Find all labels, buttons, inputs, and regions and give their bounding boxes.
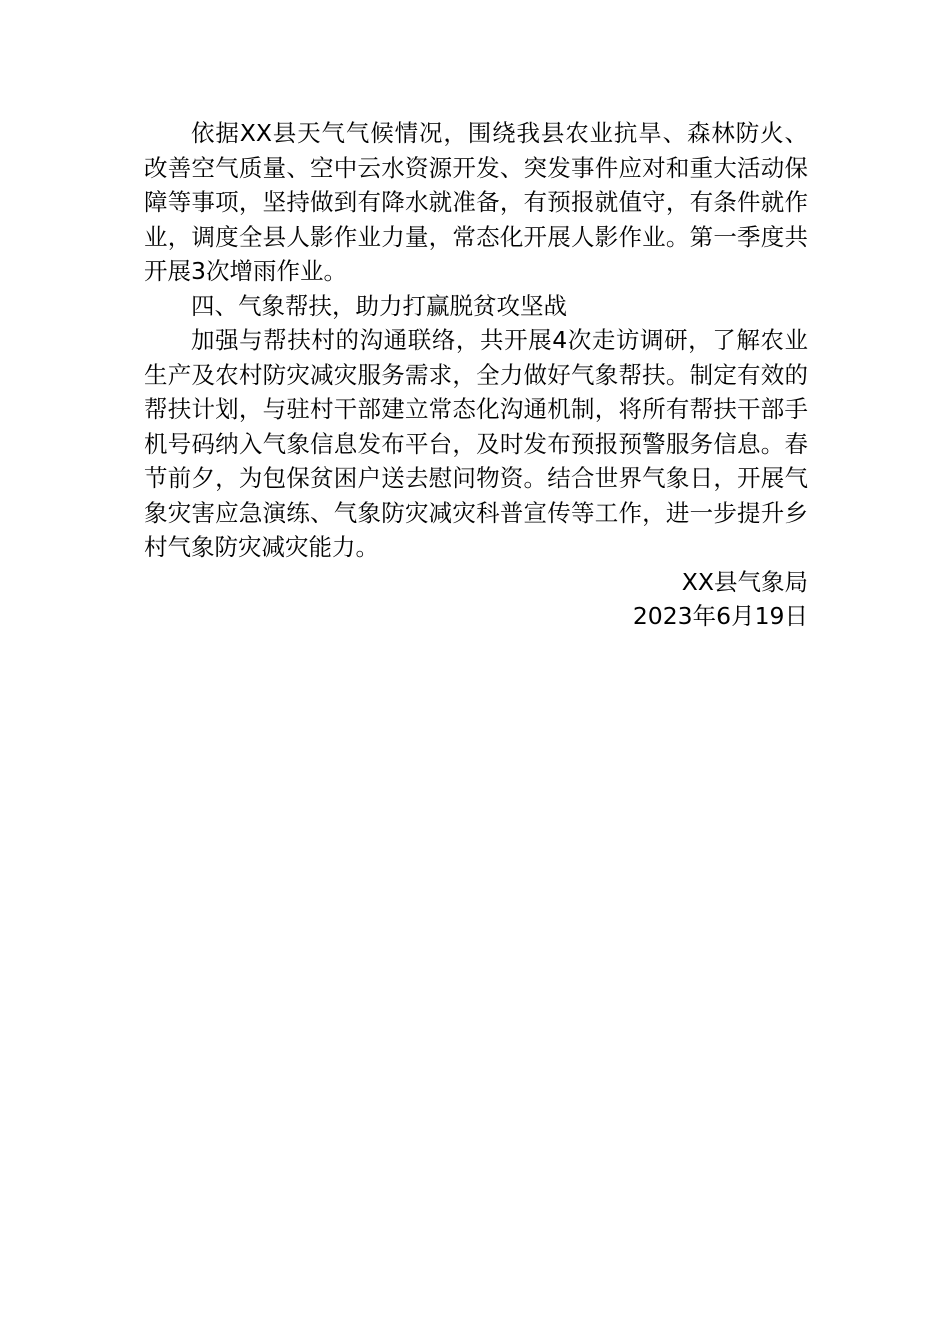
signature-date: 2023年6月19日: [632, 602, 808, 630]
signature-organization: XX县气象局: [681, 567, 808, 596]
paragraph-meteorological-assistance: 加强与帮扶村的沟通联络，共开展4次走访调研，了解农业生产及农村防灾减灾服务需求，全力做好气象帮扶。制定有效的帮扶计划，与驻村干部建立常态化沟通机制，将所有帮扶干部手机号码纳入气象信息发布平台，及时发布预报预警服务信息。春节前夕，为包保贫困户送去慰问物资。结合世界气象日，开展气象灾害应急演练、气象防灾减灾科普宣传等工作，进一步提升乡村气象防灾减灾能力。: [144, 326, 808, 561]
document-body: [144, 116, 808, 634]
section-heading-poverty-alleviation: 四、气象帮扶，助力打赢脱贫攻坚战: [191, 291, 567, 320]
paragraph-weather-modification: 依据XX县天气气候情况，围绕我县农业抗旱、森林防火、改善空气质量、空中云水资源开发、突发事件应对和重大活动保障等事项，坚持做到有降水就准备，有预报就值守，有条件就作业，调度全县人影作业力量，常态化开展人影作业。第一季度共开展3次增雨作业。: [144, 119, 808, 285]
